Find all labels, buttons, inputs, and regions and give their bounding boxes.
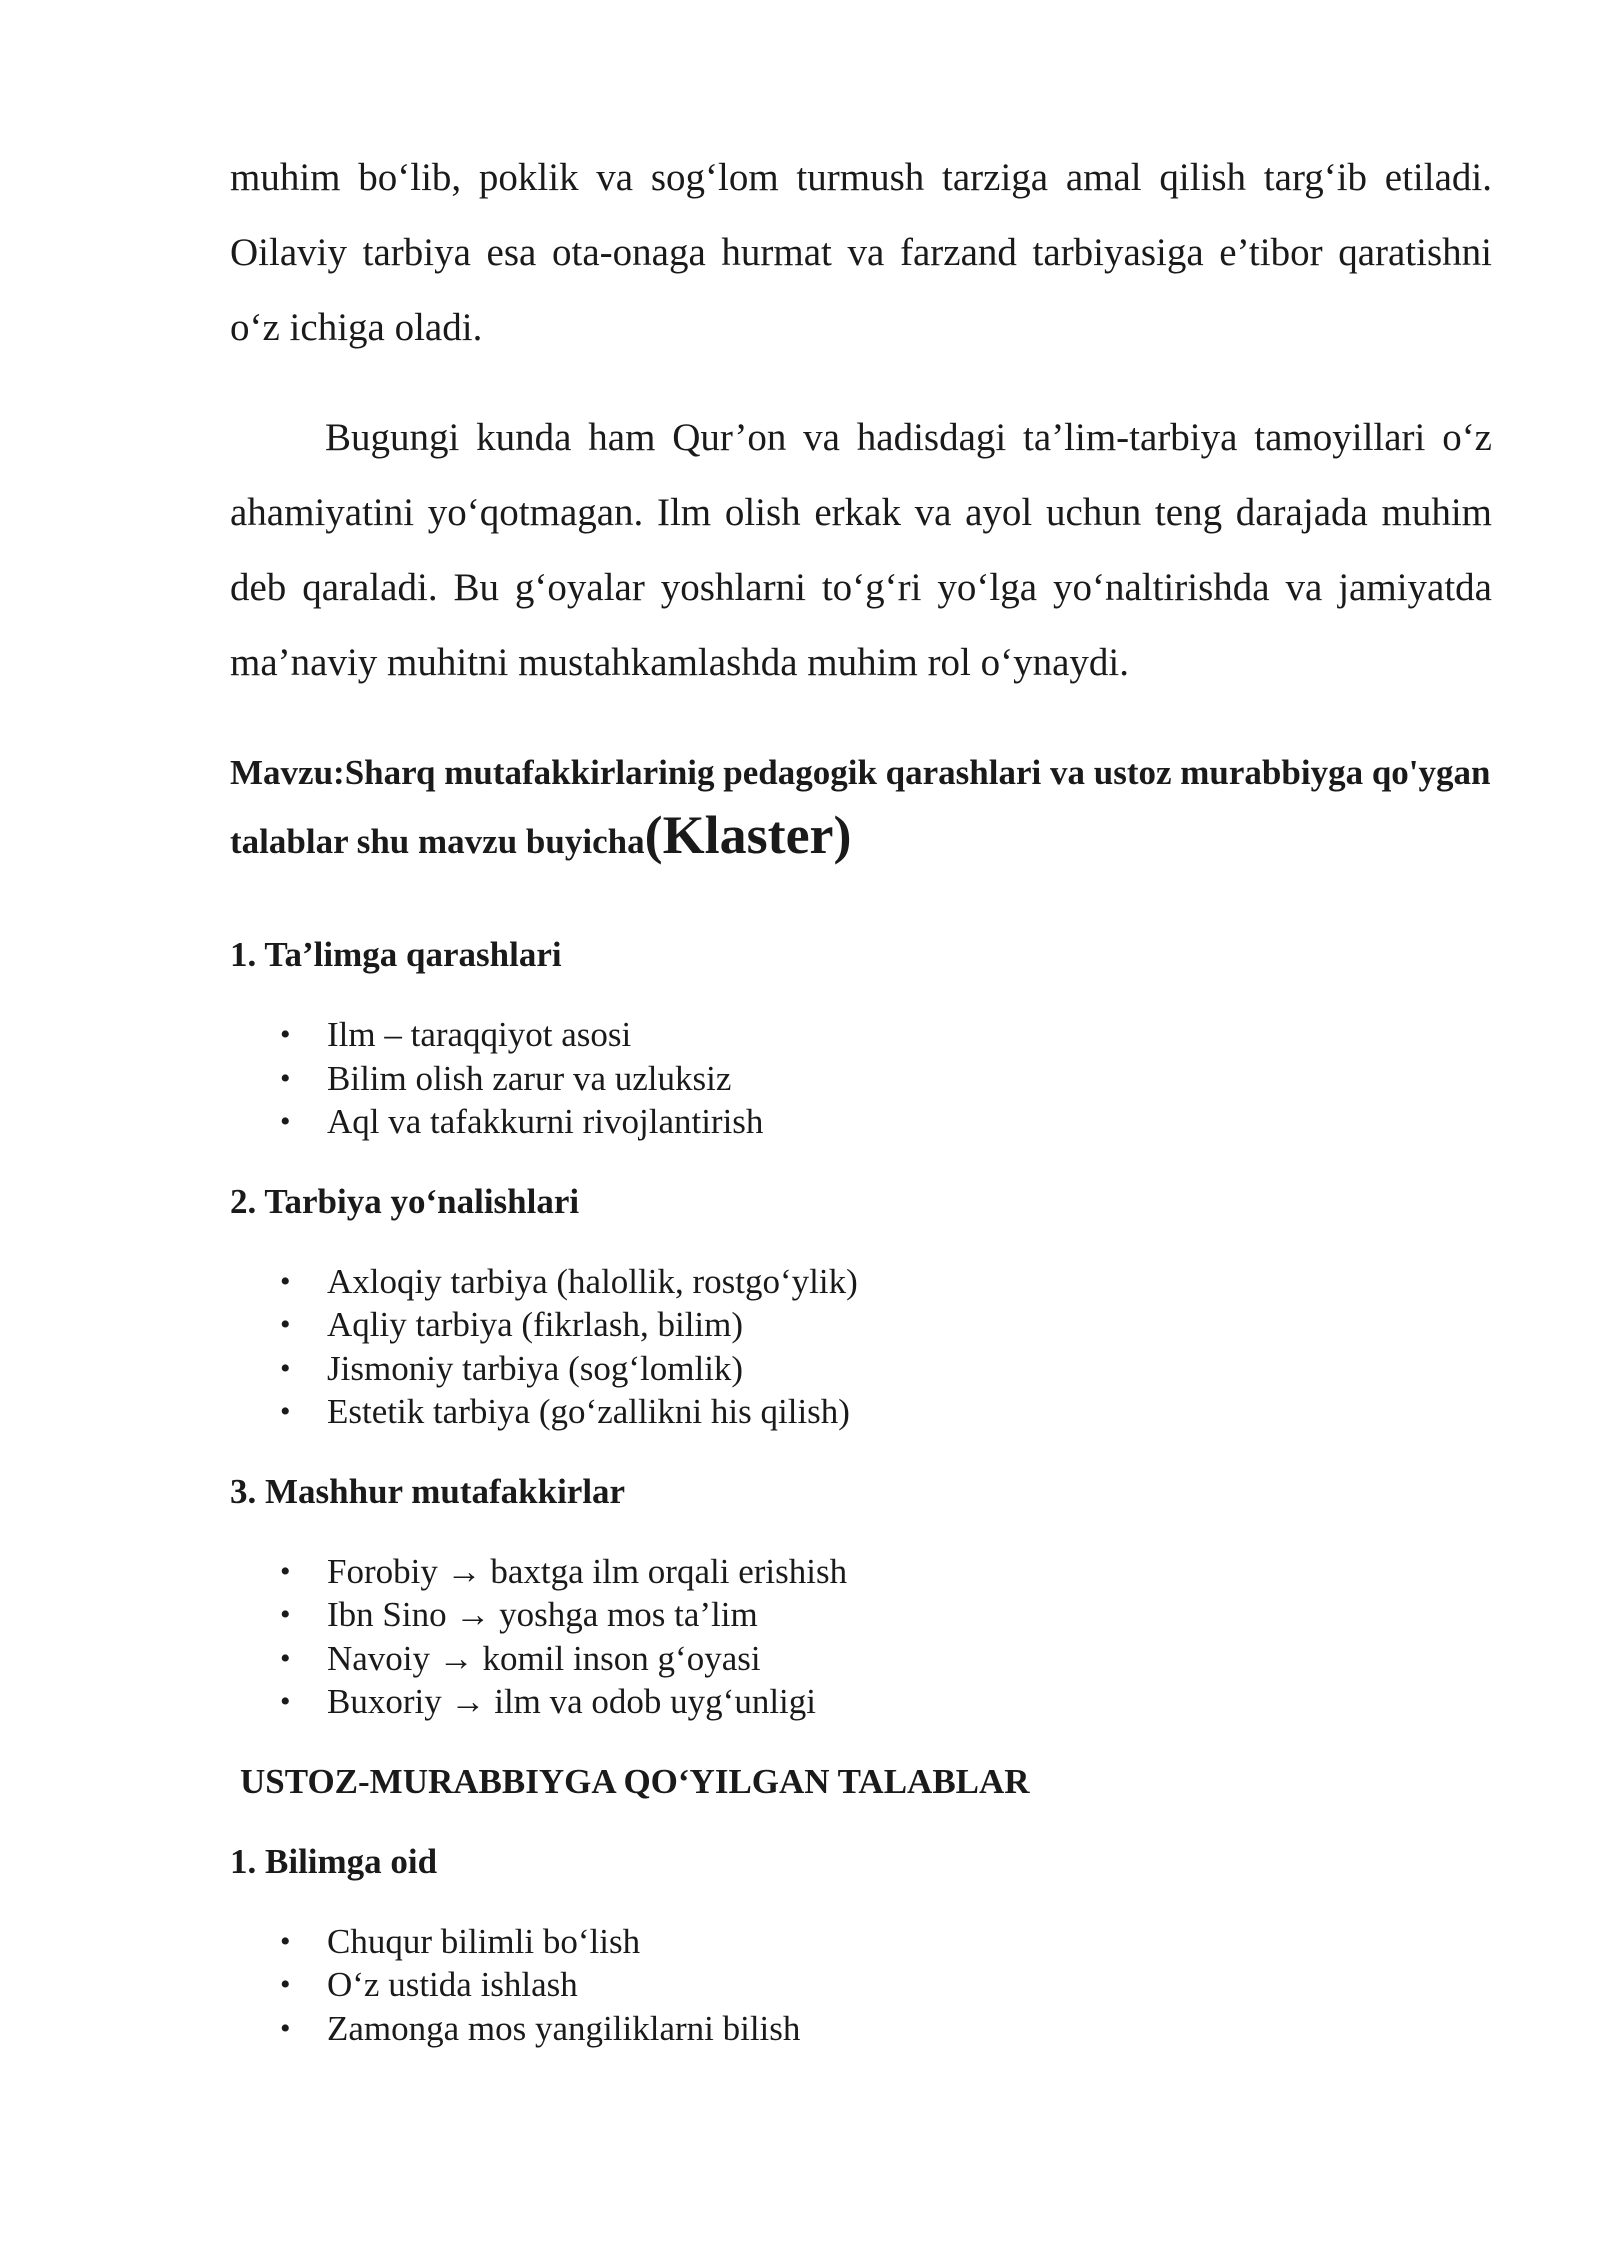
list-item bbox=[230, 1057, 1492, 1101]
requirements-heading: USTOZ-MURABBIYGA QOʻYILGAN TALABLAR bbox=[240, 1761, 1030, 1801]
bullet-icon: • bbox=[280, 1924, 291, 1958]
section-heading-tarbiya: 2. Tarbiya yoʻnalishlari bbox=[230, 1181, 580, 1221]
list-item-text: Estetik tarbiya (goʻzallikni his qilish) bbox=[327, 1392, 850, 1431]
bullet-icon: • bbox=[280, 1968, 291, 2001]
bullet-icon: • bbox=[280, 1685, 291, 1718]
list-item bbox=[230, 1260, 1492, 1304]
list-item bbox=[230, 1680, 1492, 1724]
list-item bbox=[230, 1963, 1492, 2007]
bullet-icon: • bbox=[280, 1105, 291, 1138]
list-talim bbox=[230, 1013, 1492, 1144]
bullet-icon: • bbox=[280, 1018, 291, 1051]
list-item-text: Bilim olish zarur va uzluksiz bbox=[327, 1058, 732, 1098]
list-item bbox=[230, 1550, 1492, 1594]
list-item-text: Forobiy → baxtga ilm orqali erishish bbox=[327, 1551, 848, 1591]
bullet-icon: • bbox=[280, 1308, 291, 1341]
list-item bbox=[230, 1920, 1492, 1964]
list-item-text: Aql va tafakkurni rivojlantirish bbox=[327, 1102, 764, 1141]
list-item-text: Chuqur bilimli boʻlish bbox=[327, 1921, 641, 1961]
list-item-text: Axloqiy tarbiya (halollik, rostgoʻylik) bbox=[327, 1261, 858, 1301]
list-item bbox=[230, 1303, 1492, 1347]
bullet-icon: • bbox=[280, 1554, 291, 1588]
list-item bbox=[230, 1100, 1492, 1144]
list-item-text: Navoiy → komil inson gʻoyasi bbox=[327, 1638, 761, 1678]
list-mutafakkirlar bbox=[230, 1550, 1492, 1724]
list-item bbox=[230, 1637, 1492, 1681]
paragraph-modern-relevance: Bugungi kunda ham Qur’on va hadisdagi ta’lim-tarbiya tamoyillari oʻz ahamiyatini yoʻqotmagan. Ilm olish erkak va ayol uchun teng darajada muhim deb qaraladi. Bu gʻoyalar yoshlarni toʻgʻri yoʻlga yoʻnaltirishda va jamiyatda ma’naviy muhitni mustahkamlashda muhim rol oʻynaydi. bbox=[230, 416, 1492, 684]
list-item bbox=[230, 2007, 1492, 2051]
list-tarbiya bbox=[230, 1260, 1492, 1434]
section-heading-mutafakkirlar: 3. Mashhur mutafakkirlar bbox=[230, 1471, 626, 1511]
bullet-icon: • bbox=[280, 1641, 291, 1675]
list-item bbox=[230, 1390, 1492, 1434]
section-heading-bilimga-oid: 1. Bilimga oid bbox=[230, 1841, 438, 1881]
list-item-text: Buxoriy → ilm va odob uygʻunligi bbox=[327, 1682, 817, 1721]
paragraph-intro: muhim boʻlib, poklik va sogʻlom turmush tarziga amal qilish targʻib etiladi. Oilaviy tarbiya esa ota-onaga hurmat va farzand tarbiyasiga e’tibor qaratishni oʻz ichiga oladi. bbox=[230, 156, 1492, 349]
bullet-icon: • bbox=[280, 1264, 291, 1298]
topic-text: Mavzu:Sharq mutafakkirlarinig pedagogik qarashlari va ustoz murabbiyga qo'ygan talablar shu mavzu buyicha bbox=[230, 753, 1491, 861]
bullet-icon: • bbox=[280, 1061, 291, 1095]
bullet-icon: • bbox=[280, 2011, 291, 2045]
list-bilimga-oid bbox=[230, 1920, 1492, 2051]
list-item bbox=[230, 1593, 1492, 1637]
bullet-icon: • bbox=[280, 1395, 291, 1428]
bullet-icon: • bbox=[280, 1351, 291, 1385]
list-item-text: Ilm – taraqqiyot asosi bbox=[327, 1015, 632, 1054]
list-item-text: Aqliy tarbiya (fikrlash, bilim) bbox=[327, 1305, 744, 1344]
list-item-text: Zamonga mos yangiliklarni bilish bbox=[327, 2008, 801, 2048]
topic-title bbox=[230, 742, 1492, 873]
list-item-text: Ibn Sino → yoshga mos ta’lim bbox=[327, 1595, 758, 1634]
section-heading-talim: 1. Ta’limga qarashlari bbox=[230, 935, 562, 974]
bullet-icon: • bbox=[280, 1598, 291, 1631]
list-item-text: Jismoniy tarbiya (sogʻlomlik) bbox=[327, 1348, 744, 1388]
topic-suffix: (Klaster) bbox=[644, 805, 852, 865]
document-page bbox=[230, 140, 1492, 2050]
list-item-text: Oʻz ustida ishlash bbox=[327, 1965, 578, 2004]
list-item bbox=[230, 1347, 1492, 1391]
list-item bbox=[230, 1013, 1492, 1057]
